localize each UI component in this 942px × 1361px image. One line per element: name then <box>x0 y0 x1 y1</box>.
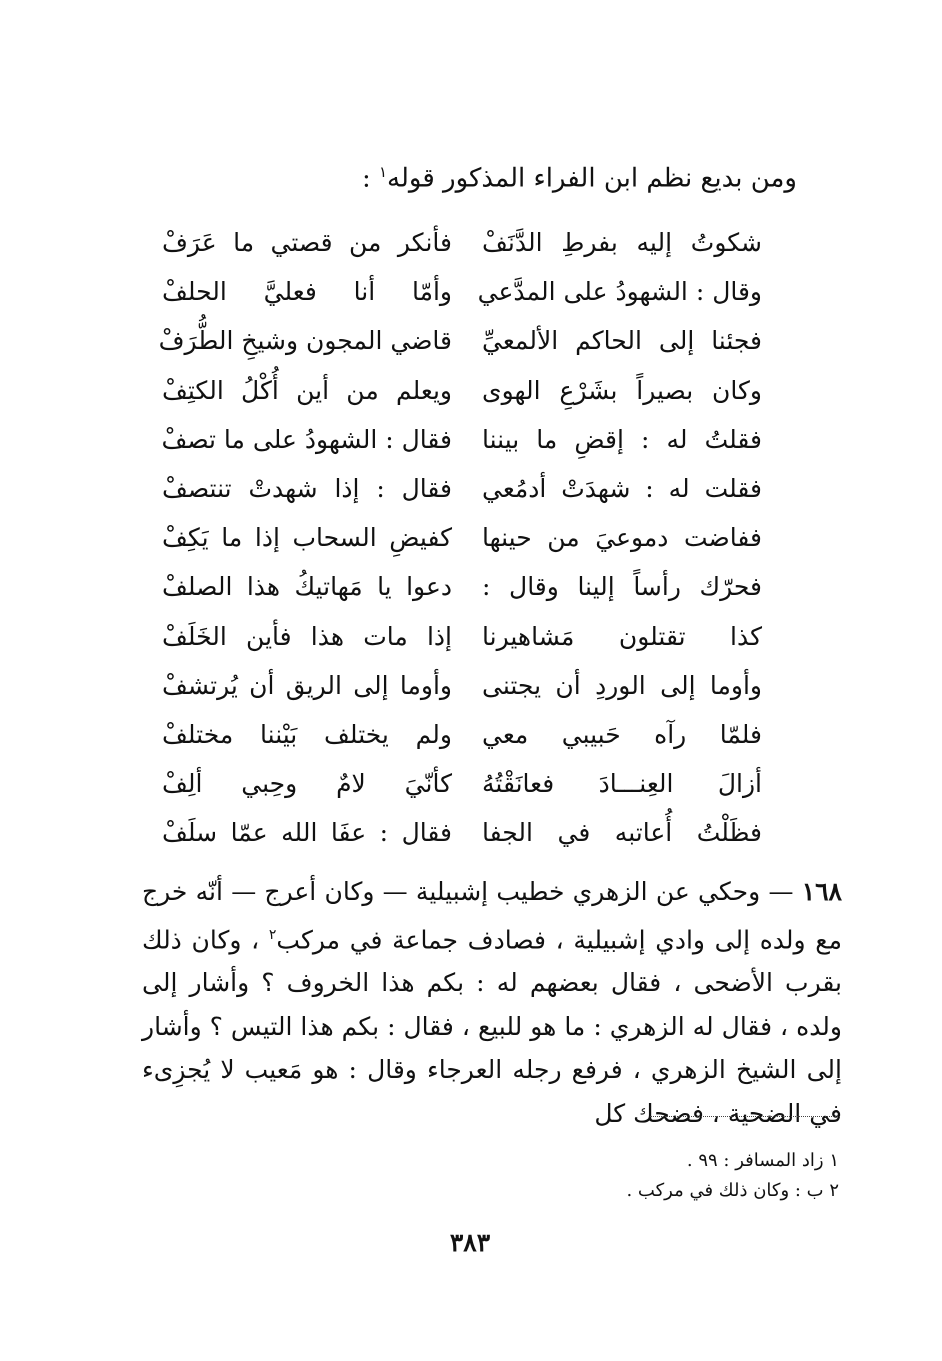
footnote-marker-1: ١ <box>378 163 388 181</box>
footnote: ١ زاد المسافر : ٩٩ . <box>686 1150 839 1171</box>
verse <box>162 612 762 661</box>
verse <box>162 366 762 415</box>
verse <box>162 464 762 513</box>
first-hemistich: فظَلْتُ أُعاتبه في الجفا <box>482 818 762 848</box>
footnote: ٢ ب : وكان ذلك في مركب . <box>626 1180 839 1201</box>
second-hemistich: فأنكر من قصتي ما عَرَفْ <box>162 228 452 257</box>
first-hemistich: وأوما إلى الوردِ أن يجتنى <box>482 670 762 700</box>
verse <box>162 661 762 710</box>
second-hemistich: قاضي المجون وشيخِ الطُّرَفْ <box>158 326 452 356</box>
second-hemistich: كفيضِ السحاب إذا ما يَكِفْ <box>162 523 452 553</box>
first-hemistich: ففاضت دموعيَ من حينها <box>482 523 762 553</box>
first-hemistich: فقلتُ له : إقضِ ما بيننا <box>482 424 762 454</box>
second-hemistich: وأمّا أنا فعليَّ الحلفْ <box>162 277 452 307</box>
verse <box>162 218 762 267</box>
verse <box>162 710 762 759</box>
first-hemistich: كذا تقتلون مَشاهيرنا <box>482 621 762 651</box>
intro-text: ومن بديع نظم ابن الفراء المذكور قوله <box>387 163 797 194</box>
first-hemistich: فجئنا إلى الحاكم الألمعيِّ <box>482 326 762 356</box>
page-number: ٣٨٣ <box>449 1228 491 1257</box>
second-hemistich: ولم يختلف بَيْننا مختلفْ <box>162 719 452 749</box>
verse <box>162 808 762 857</box>
verse <box>162 759 762 808</box>
footnotes <box>439 1146 839 1206</box>
poem <box>158 218 762 857</box>
prose-text-part-1: — وحكي عن الزهري خطيب إشبيلية — وكان أعرج — أنّه خرج مع ولده إلى وادي إشبيلية ، فصادف جماعة في مركب <box>142 877 842 954</box>
first-hemistich: أزالَ العِنـــادَ فعانَقْتُهُ <box>482 769 762 799</box>
verse <box>162 267 762 316</box>
prose-text-part-2: ، وكان ذلك بقرب الأضحى ، فقال بعضهم له : بكم هذا الخروف ؟ وأشار إلى ولده ، فقال له الزهري : ما هو للبيع ، فقال : بكم هذا التيس ؟ وأشار إلى الشيخ الزهري ، فرفع رجله العرجاء وقال : هو مَعيب لا يُجزِىء في الضحية ، فضحك كل <box>142 924 842 1128</box>
first-hemistich: فحرّك رأساً إلينا وقال : <box>482 572 762 602</box>
second-hemistich: فقال : عفَا الله عمّا سلَفْ <box>162 818 452 848</box>
poem-introduction <box>137 152 797 199</box>
verse <box>162 513 762 562</box>
second-hemistich: إذا مات هذا فأين الخَلَفْ <box>162 621 452 651</box>
verse <box>162 562 762 611</box>
verse <box>158 316 762 365</box>
prose-entry <box>142 870 842 1135</box>
second-hemistich: دعوا يا مَهاتيكُ هذا الصلفْ <box>162 572 452 602</box>
first-hemistich: شكوتُ إليه بفرطِ الدَّنَفْ <box>482 228 762 257</box>
intro-colon: : <box>361 163 379 194</box>
first-hemistich: فقلت له : شهدَتْ أدمُعي <box>482 473 762 503</box>
footnote-marker-2: ٢ <box>268 926 277 943</box>
second-hemistich: كأنّيَ لامٌ وحِبي ألِفْ <box>162 769 452 799</box>
second-hemistich: فقال : إذا شهدتْ تنتصفْ <box>162 473 452 503</box>
entry-number: ١٦٨ <box>801 877 842 906</box>
verse <box>162 415 762 464</box>
first-hemistich: فلمّا رآه حَبيبي معي <box>482 719 762 749</box>
second-hemistich: وأوما إلى الريق أن يُرتشفْ <box>162 670 452 700</box>
second-hemistich: فقال : الشهودُ على ما تصفْ <box>161 424 452 454</box>
first-hemistich: وكان بصيراً بشَرْعِ الهوى <box>482 375 762 405</box>
footnote-separator <box>650 1116 840 1117</box>
first-hemistich: وقال : الشهودُ على المدَّعي <box>477 277 762 307</box>
second-hemistich: ويعلم من أين أُكْلُ الكتِفْ <box>162 375 452 405</box>
